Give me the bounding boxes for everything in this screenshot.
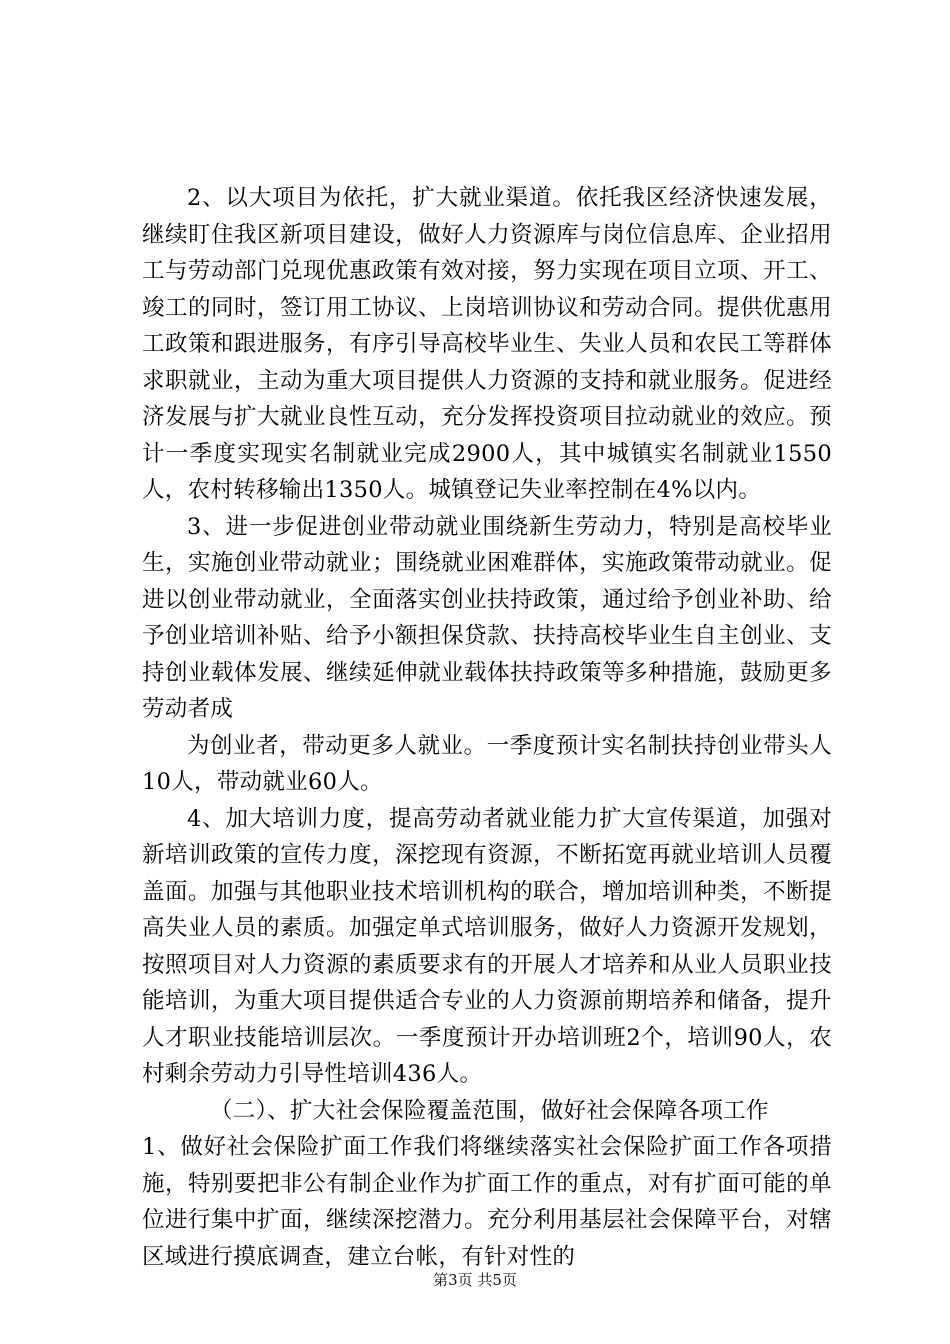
page-number-label: 第3页 共5页 [433,1271,517,1289]
paragraph-3-entrepreneurship: 3、进一步促进创业带动就业围绕新生劳动力，特别是高校毕业生，实施创业带动就业；围绕就业困难群体，实施政策带动就业。促进以创业带动就业，全面落实创业扶持政策，通过给予创业补助、给予创业培训补贴、给予小额担保贷款、扶持高校毕业生自主创业、支持创业载体发展、继续延伸就业载体扶持政策等多种措施，鼓励更多劳动者成 [142,513,832,722]
page-footer [0,1270,950,1290]
paragraph-3-continuation: 为创业者，带动更多人就业。一季度预计实名制扶持创业带头人10人，带动就业60人。 [142,732,832,795]
paragraph-1-insurance-expansion: 1、做好社会保险扩面工作我们将继续落实社会保险扩面工作各项措施，特别要把非公有制企业作为扩面工作的重点，对有扩面可能的单位进行集中扩面，继续深挖潜力。充分利用基层社会保障平台，对辖区域进行摸底调查，建立台帐，有针对性的 [142,1134,832,1270]
paragraph-2-large-projects: 2、以大项目为依托，扩大就业渠道。依托我区经济快速发展，继续盯住我区新项目建设，做好人力资源库与岗位信息库、企业招用工与劳动部门兑现优惠政策有效对接，努力实现在项目立项、开工、竣工的同时，签订用工协议、上岗培训协议和劳动合同。提供优惠用工政策和跟进服务，有序引导高校毕业生、失业人员和农民工等群体求职就业，主动为重大项目提供人力资源的支持和就业服务。促进经济发展与扩大就业良性互动，充分发挥投资项目拉动就业的效应。预计一季度实现实名制就业完成2900人，其中城镇实名制就业1550人，农村转移输出1350人。城镇登记失业率控制在4%以内。 [142,185,832,503]
document-body [142,180,832,1275]
section-heading-social-insurance: （二）、扩大社会保险覆盖范围，做好社会保障各项工作 [210,1097,769,1124]
paragraph-4-training: 4、加大培训力度，提高劳动者就业能力扩大宣传渠道，加强对新培训政策的宣传力度，深挖现有资源，不断拓宽再就业培训人员覆盖面。加强与其他职业技术培训机构的联合，增加培训种类，不断提高失业人员的素质。加强定单式培训服务，做好人力资源开发规划，按照项目对人力资源的素质要求有的开展人才培养和从业人员职业技能培训，为重大项目提供适合专业的人力资源前期培养和储备，提升人才职业技能培训层次。一季度预计开办培训班2个，培训90人，农村剩余劳动力引导性培训436人。 [142,805,832,1087]
